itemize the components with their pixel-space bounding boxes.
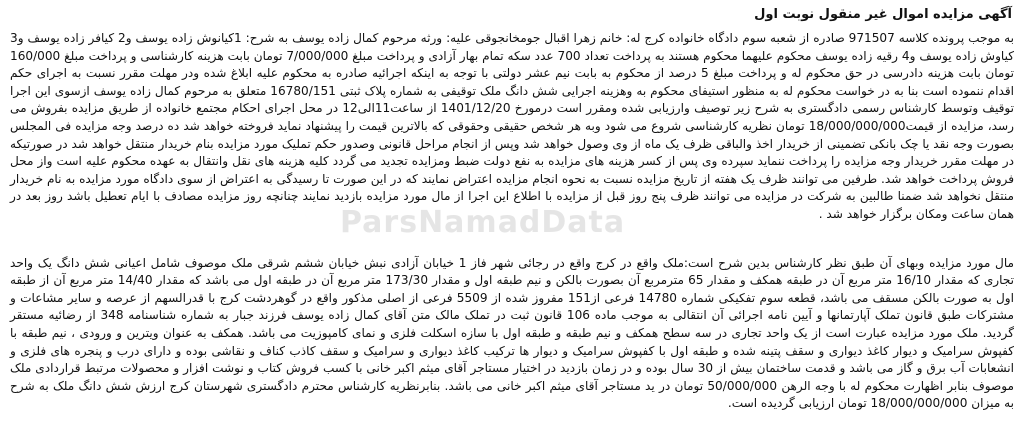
watermark-logo: ParsNamadData (340, 205, 626, 240)
notice-title: آگهی مزایده اموال غیر منقول نوبت اول (754, 7, 1012, 22)
notice-paragraph-case: به موجب پرونده کلاسه 971507 صادره از شعبه سوم دادگاه خانواده کرج له: خانم زهرا اقبال جومخانجوقی علیه: ورثه مرحوم کمال زاده یوسف به شرح: 1کیانوش زاده یوسف و2 کیافر زاده یوسف و3 کیاوش زاده یوسف و4 رقیه زاده یوسف محکوم علیهما محکوم هستند به پرداخت تعداد 700 عدد سکه تمام بهار آزادی و پرداخت مبلغ 7/000/000 تومان بابت هزینه کارشناسی و پرداخت مبلغ 160/000 تومان بابت هزینه دادرسی در حق محکوم له و پرداخت مبلغ 5 درصد از محکوم به بابت نیم عشر دولتی با توجه به اینکه اجرائیه صادره به محکوم علیه ابلاغ شده ودر مهلت مقرر نسبت به اجرای حکم اقدام ننموده است بنا به در خواست محکوم له به منظور استیفای محکوم به وهزینه اجرایی شش دانگ ملک توقیفی به شماره پلاک ثبتی 16780/151 متعلق به مرحوم کمال زاده یوسف ازسوی این اجرا توقیف وتوسط کارشناس رسمی دادگستری به شرح زیر توصیف وارزیابی شده ومقرر است درمورخ 1401/12/20 از ساعت11الی12 در محل اجرای احکام مجتمع خانواده از طریق مزایده بفروش می رسد، مزایده از قیمت18/000/000/000 تومان نظریه کارشناسی شروع می شود وبه هر شخص حقیقی وحقوقی که بالاترین قیمت را پیشنهاد نماید فروخته خواهد شد ده درصد وجه مزایده فی المجلس بصورت وجه نقد یا چک بانکی تضمینی از خریدار اخذ والباقی ظرف یک ماه از وی وصول خواهد شد وپس از انجام مراحل قانونی وصدور حکم تملیک مورد مزایده بنام خریدار منتقل خواهد شد در صورتیکه در مهلت مقرر خریدار وجه مزایده را پرداخت ننماید سپرده وی پس از کسر هزینه های مزایده به نفع دولت ضبط ومزایده تجدید می گردد کلیه هزینه های نقل وانتقال به عهده محکوم علیه است واز محل فروش پرداخت خواهد شد. طرفین می توانند ظرف یک هفته از تاریخ مزایده نسبت به نحوه انجام مزایده اعتراض نمایند که در این صورت تا رسیدگی به اعتراض از سوی دادگاه مورد مزایده به نام خریدار منتقل نخواهد شد ضمنا طالبین به شرکت در مزایده می توانند ظرف پنج روز قبل از مزایده با اطلاع این اجرا از مال مورد مزایده بازدید نمایند چنانچه روز مزایده مصادف با ایام تعطیل باشد روز بعد در همان ساعت ومکان برگزار خواهد شد . (10, 31, 1015, 221)
paragraph-spacer (10, 224, 1014, 255)
notice-paragraph-property: مال مورد مزایده وبهای آن طبق نظر کارشناس بدین شرح است:ملک واقع در کرج واقع در رجائی شهر فاز 1 خیابان آزادی نبش خیابان ششم شرقی ملک موصوف شامل اعیانی شش دانگ یک واحد تجاری که مقدار 16/10 متر مربع آن در طبقه همکف و مقدار 65 مترمربع آن بصورت بالکن و نیم طبقه اول و مقدار 173/30 متر مربع آن در طبقه اول می باشد که مقدار 14/40 متر مربع آن از طبقه اول به صورت بالکن مسقف می باشد، قطعه سوم تفکیکی شماره 14780 فرعی از151 مفروز شده از 5509 فرعی از اصلی مذکور واقع در گوهردشت کرج با قدرالسهم از عرصه و سایر مشاعات و مشترکات طبق قانون تملک آپارتمانها و آیین نامه اجرائی آن انتقالی به موجب ماده 106 قانون ثبت در تملک مالک متن آقای کمال زاده یوسف فرزند جبار به شماره شناسنامه 348 از رضائیه مستقر گردید. ملک مورد مزایده عبارت است از یک واحد تجاری در سه سطح همکف و نیم طبقه و طبقه اول با سازه اسکلت فلزی و نمای کامپوزیت می باشد. همکف به عنوان ویترین و ورودی ، نیم طبقه با کفپوش سرامیک و دیوار کاغذ دیواری و سقف پتینه شده و طبقه اول با کفپوش سرامیک و دیوار ها ترکیب کاغذ دیواری و سرامیک و سقف کاذب کناف و نقاشی بوده و دارای درب و پنجره های فلزی و انشعابات آب برق و گاز می باشد و قدمت ساختمان بیش از 30 سال بوده و در زمان بازدید در اختیار مستاجر آقای میثم اکبر خانی با کسب فروش کتاب و نوشت افزار و محصولات مرتبط قراردادی ملک موصوف بنابر اظهارت محکوم له با وجه الرهن 50/000/000 تومان در ید مستاجر آقای میثم اکبر خانی می باشد. بنابرنظریه کارشناس محترم دادگستری شهرستان کرج ارزش شش دانگ ملک به شرح به میزان 18/000/000/000 تومان ارزیابی گردیده است. (10, 255, 1015, 411)
